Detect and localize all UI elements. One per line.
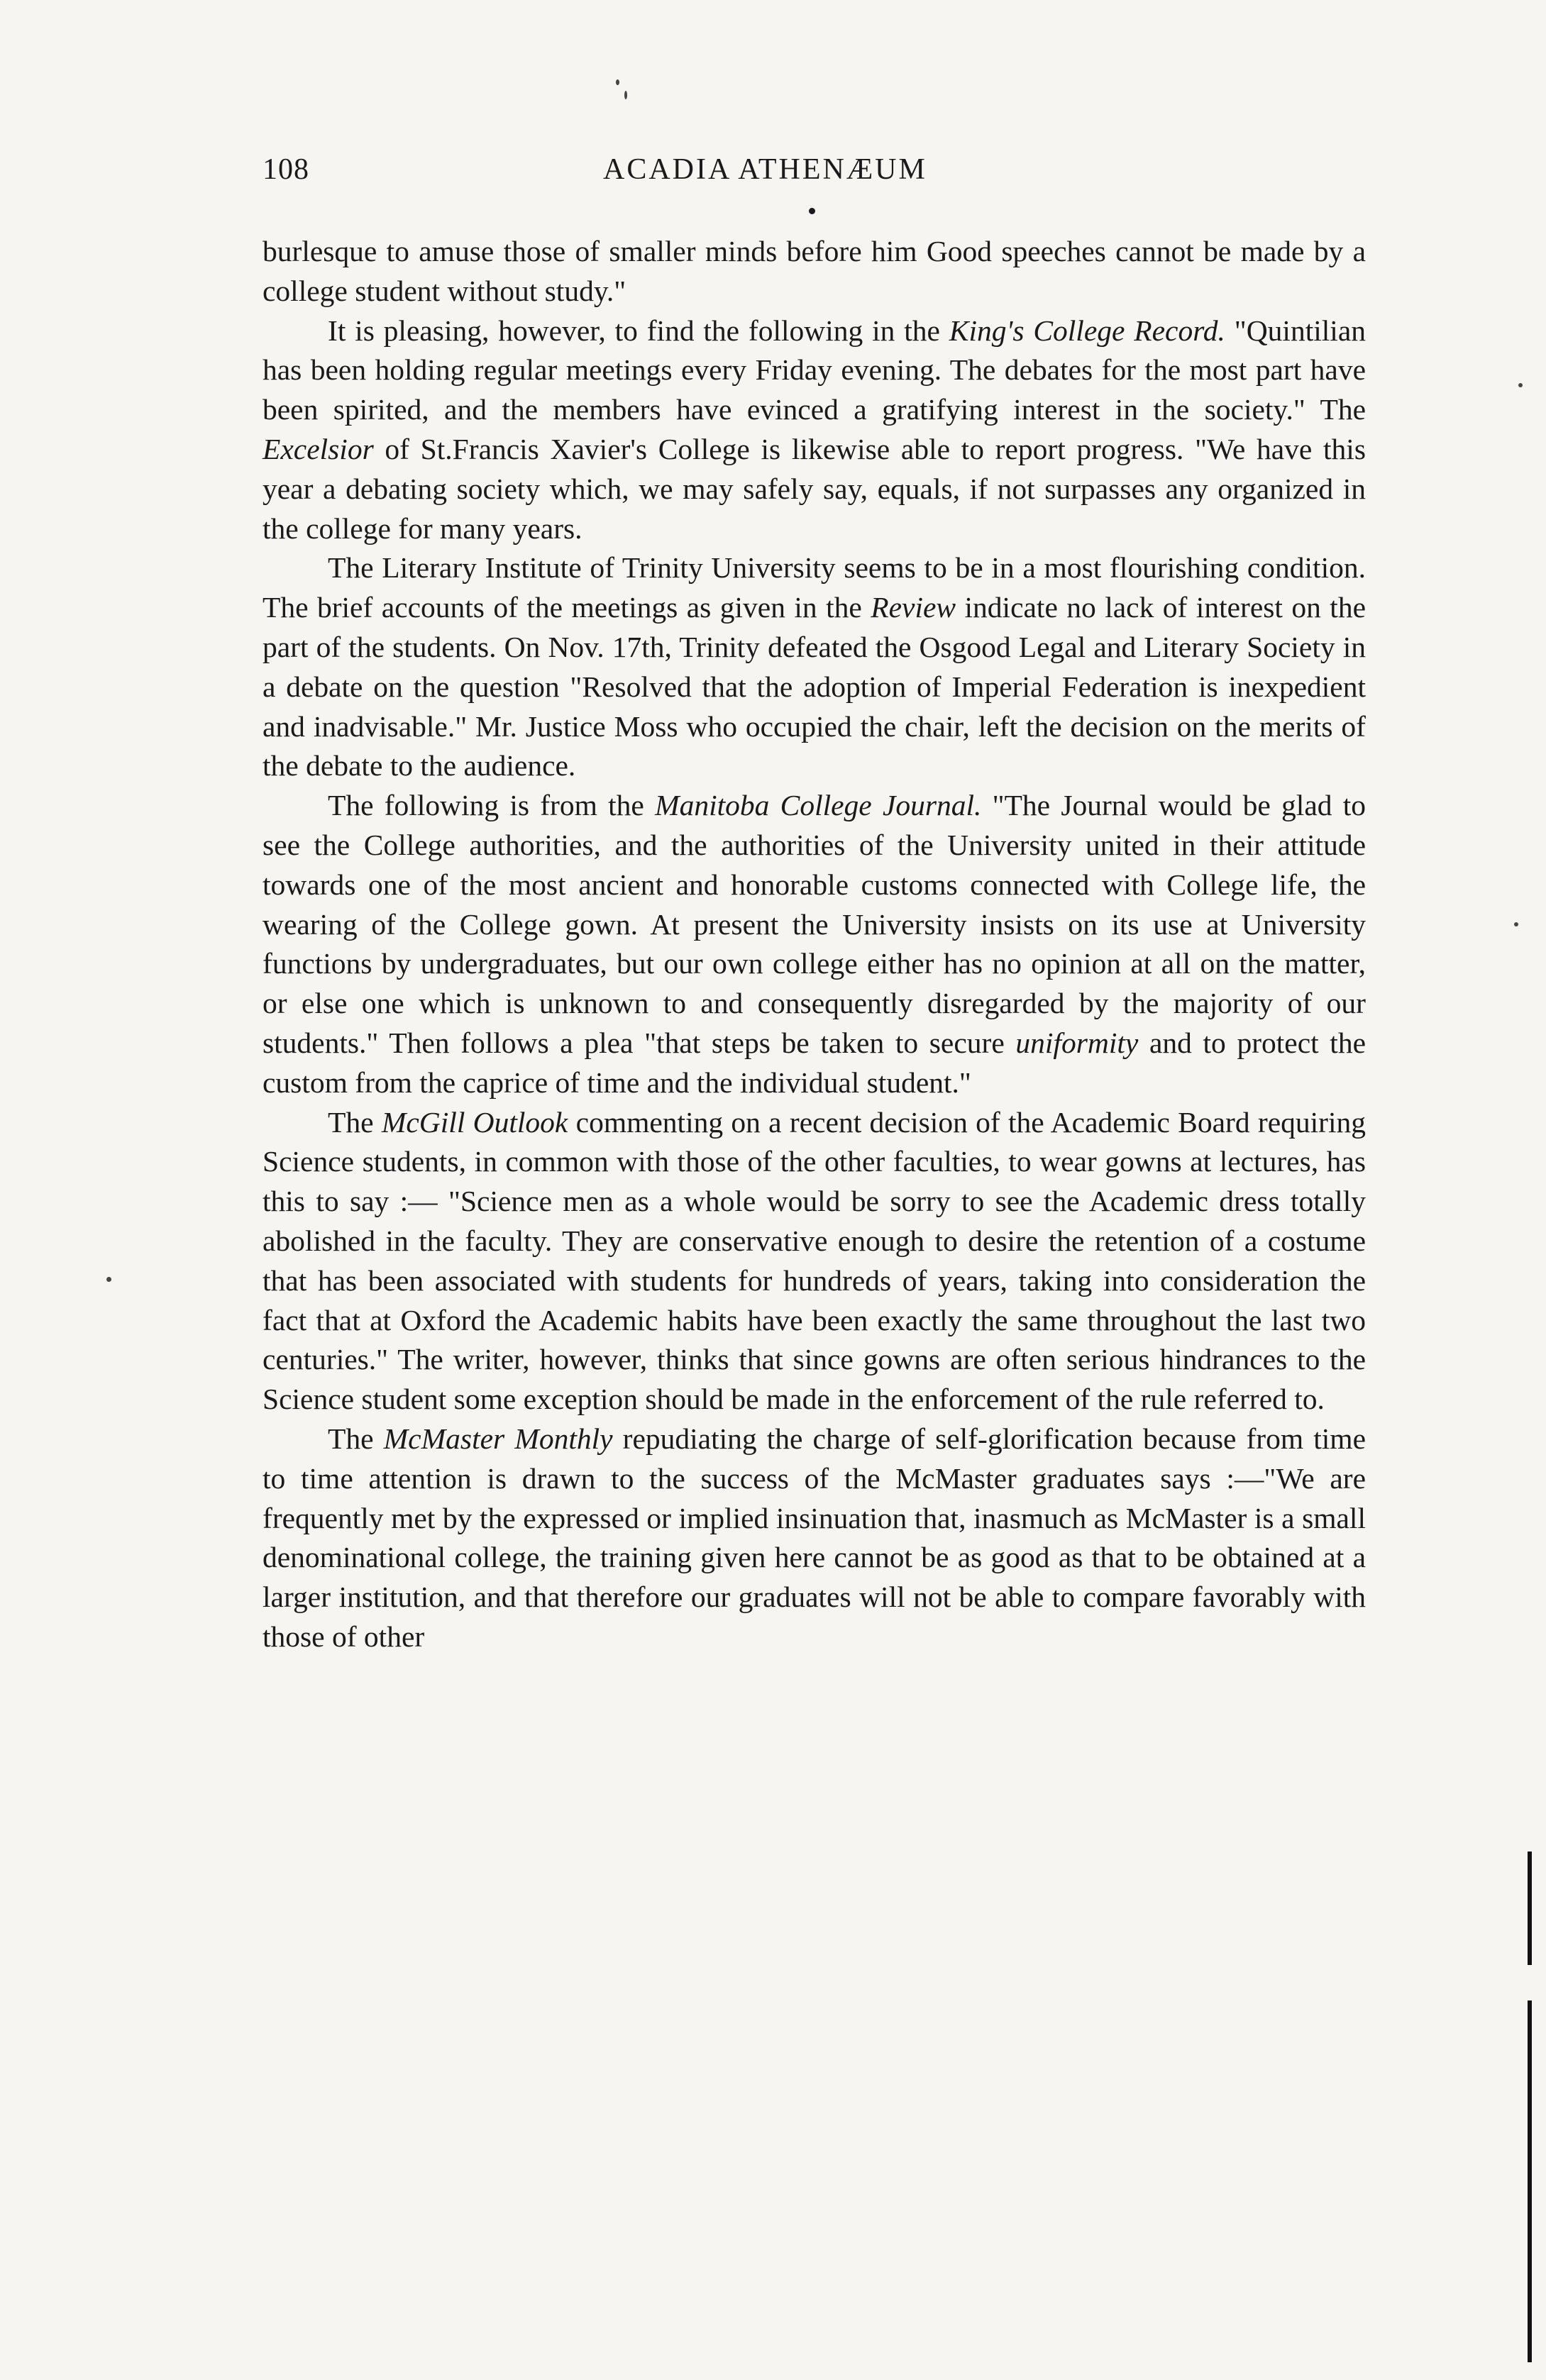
paragraph-text: indicate no lack of interest on the part of the students. On Nov. 17th, Trinity defeated the Osgood Legal and Literary Society in a debate on the question "Resolved that the adoption of Imperial Federation is inexpedient and inadvisable." Mr. Justice Moss who occupied the chair, left the decision on the merits of the debate to the audience. bbox=[263, 591, 1366, 782]
paragraph-text: The following is from the bbox=[328, 789, 656, 822]
paragraph-text: "Quintilian has been holding regular meetings every Friday evening. The debates for the most part have been spirited, and the members have evinced a gratifying interest in the society." The bbox=[263, 314, 1366, 426]
paragraph-text: The bbox=[328, 1422, 384, 1455]
italic-title: McGill Outlook bbox=[381, 1105, 568, 1139]
italic-title: Review bbox=[871, 591, 956, 624]
page-header bbox=[263, 153, 1366, 202]
paragraph-text: commenting on a recent decision of the Academic Board requiring Science students, in common with those of the other faculties, to wear gowns at lectures, has this to say :— "Science men as a whole would be sorry to see the Academic dress totally abolished in the faculty. They are conservative enough to desire the retention of a costume that has been associated with students for hundreds of years, taking into consideration the fact that at Oxford the Academic habits have been exactly the same throughout the last two centuries." The writer, however, thinks that since gowns are often serious hindrances to the Science student some exception should be made in the enforcement of the rule referred to. bbox=[263, 1105, 1366, 1416]
page bbox=[263, 153, 1366, 1657]
page-number: 108 bbox=[263, 153, 309, 186]
paragraph bbox=[263, 548, 1366, 786]
paragraph-text: and to protect the custom from the caprice of time and the individual student." bbox=[263, 1026, 1366, 1099]
paragraph bbox=[263, 232, 1366, 311]
page-edge-mark bbox=[1528, 1852, 1532, 1965]
paragraph bbox=[263, 311, 1366, 549]
ornament-dot bbox=[809, 208, 815, 214]
paragraph-text: burlesque to amuse those of smaller minds before him Good speeches cannot be made by a college student without study." bbox=[263, 235, 1366, 307]
paragraph bbox=[263, 1419, 1366, 1657]
article-body bbox=[263, 232, 1366, 1657]
paragraph-text: The Literary Institute of Trinity University seems to be in a most flourishing condition. The brief accounts of the meetings as given in the bbox=[263, 551, 1366, 624]
paper-speck bbox=[106, 1277, 111, 1282]
paragraph bbox=[263, 1103, 1366, 1419]
paragraph bbox=[263, 786, 1366, 1102]
paragraph-text: repudiating the charge of self-glorification because from time to time attention is drawn to the success of the McMaster graduates says :—"We are frequently met by the expressed or implied insinuation that, inasmuch as McMaster is a small denominational college, the training given here cannot be as good as that to be obtained at a larger institution, and that therefore our graduates will not be able to compare favorably with those of other bbox=[263, 1422, 1366, 1653]
paper-speck bbox=[1514, 922, 1518, 926]
paragraph-text: "The Journal would be glad to see the College authorities, and the authorities of the University united in their attitude towards one of the most ancient and honorable customs connected with College life, the wearing of the College gown. At present the University insists on its use at University functions by undergraduates, but our own college either has no opinion at all on the matter, or else one which is unknown to and consequently disregarded by the majority of our students." Then follows a plea "that steps be taken to secure bbox=[263, 789, 1366, 1059]
paper-speck bbox=[616, 79, 619, 85]
italic-title: King's College Record. bbox=[949, 314, 1225, 347]
paragraph-text: The bbox=[328, 1105, 382, 1139]
paragraph-text: It is pleasing, however, to find the following in the bbox=[328, 314, 949, 347]
italic-title: uniformity bbox=[1015, 1026, 1139, 1059]
italic-title: Excelsior bbox=[263, 432, 374, 465]
paragraph-text: of St.Francis Xavier's College is likewise able to report progress. "We have this year a debating society which, we may safely say, equals, if not surpasses any organized in the college for many years. bbox=[263, 432, 1366, 545]
paper-speck bbox=[624, 91, 627, 99]
page-edge-mark bbox=[1528, 2000, 1532, 2362]
italic-title: McMaster Monthly bbox=[383, 1422, 613, 1455]
italic-title: Manitoba College Journal. bbox=[655, 789, 982, 822]
running-head: ACADIA ATHENÆUM bbox=[603, 153, 927, 186]
paper-speck bbox=[1518, 383, 1523, 387]
